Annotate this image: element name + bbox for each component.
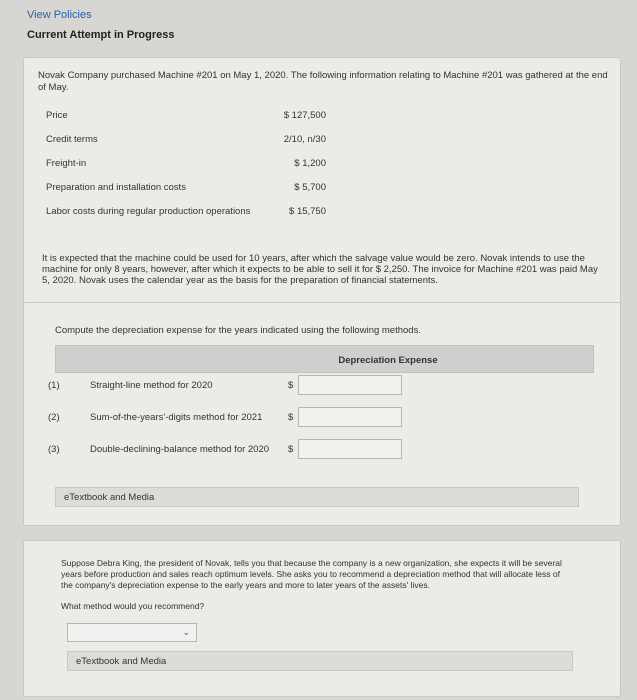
recommend-paragraph: Suppose Debra King, the president of Novak, tells you that because the company is a new organization, she expects it will be several years before production and sales reach optimum levels. She asks you to recommend a depreciation method that will allocate less of the company's depreciation expense to the early years and more to later years of the assets' lives. <box>61 558 562 590</box>
problem-panel <box>23 57 621 305</box>
problem-paragraph: It is expected that the machine could be used for 10 years, after which the salvage value would be zero. Novak intends to use the machine for only 8 years, however, after which it expects to be able to sell it for $ 2,250. The invoice for Machine #201 was paid May 5, 2020. Novak uses the calendar year as the basis for the preparation of financial statements. <box>42 253 598 286</box>
method-label: Straight-line method for 2020 <box>90 380 213 391</box>
currency-symbol: $ <box>288 412 294 423</box>
view-policies-link[interactable]: View Policies <box>27 9 92 21</box>
depreciation-input-syd[interactable] <box>298 407 402 427</box>
info-label: Price <box>46 110 68 121</box>
attempt-status: Current Attempt in Progress <box>27 29 175 41</box>
compute-instruction: Compute the depreciation expense for the years indicated using the following methods. <box>55 325 421 336</box>
info-label: Labor costs during regular production operations <box>46 206 251 217</box>
depreciation-expense-header: Depreciation Expense <box>338 355 438 366</box>
recommend-panel <box>23 540 621 697</box>
chevron-down-icon: ⌄ <box>182 627 190 637</box>
method-label: Double-declining-balance method for 2020 <box>90 444 270 455</box>
info-value: $ 127,500 <box>283 110 326 121</box>
info-label: Preparation and installation costs <box>46 182 186 193</box>
info-value: $ 15,750 <box>289 206 326 217</box>
depreciation-input-straight-line[interactable] <box>298 375 402 395</box>
info-value: 2/10, n/30 <box>283 134 326 145</box>
recommend-question: What method would you recommend? <box>61 601 205 611</box>
row-number: (2) <box>48 412 60 423</box>
method-select[interactable] <box>67 623 197 642</box>
method-row <box>48 375 408 397</box>
depreciation-input-ddb[interactable] <box>298 439 402 459</box>
etextbook-media-button[interactable]: eTextbook and Media <box>55 487 579 507</box>
row-number: (3) <box>48 444 60 455</box>
method-label: Sum-of-the-years'-digits method for 2021 <box>90 412 263 423</box>
method-row <box>48 439 408 461</box>
info-label: Freight-in <box>46 158 87 169</box>
etextbook-media-button[interactable]: eTextbook and Media <box>67 651 573 671</box>
info-value: $ 1,200 <box>294 158 326 169</box>
problem-intro: Novak Company purchased Machine #201 on May 1, 2020. The following information relating to Machine #201 was gathered at the end of May. <box>38 70 608 93</box>
compute-panel <box>23 302 621 526</box>
info-value: $ 5,700 <box>294 182 326 193</box>
method-row <box>48 407 408 429</box>
currency-symbol: $ <box>288 444 294 455</box>
row-number: (1) <box>48 380 60 391</box>
table-header <box>55 345 594 373</box>
currency-symbol: $ <box>288 380 294 391</box>
info-label: Credit terms <box>46 134 98 145</box>
